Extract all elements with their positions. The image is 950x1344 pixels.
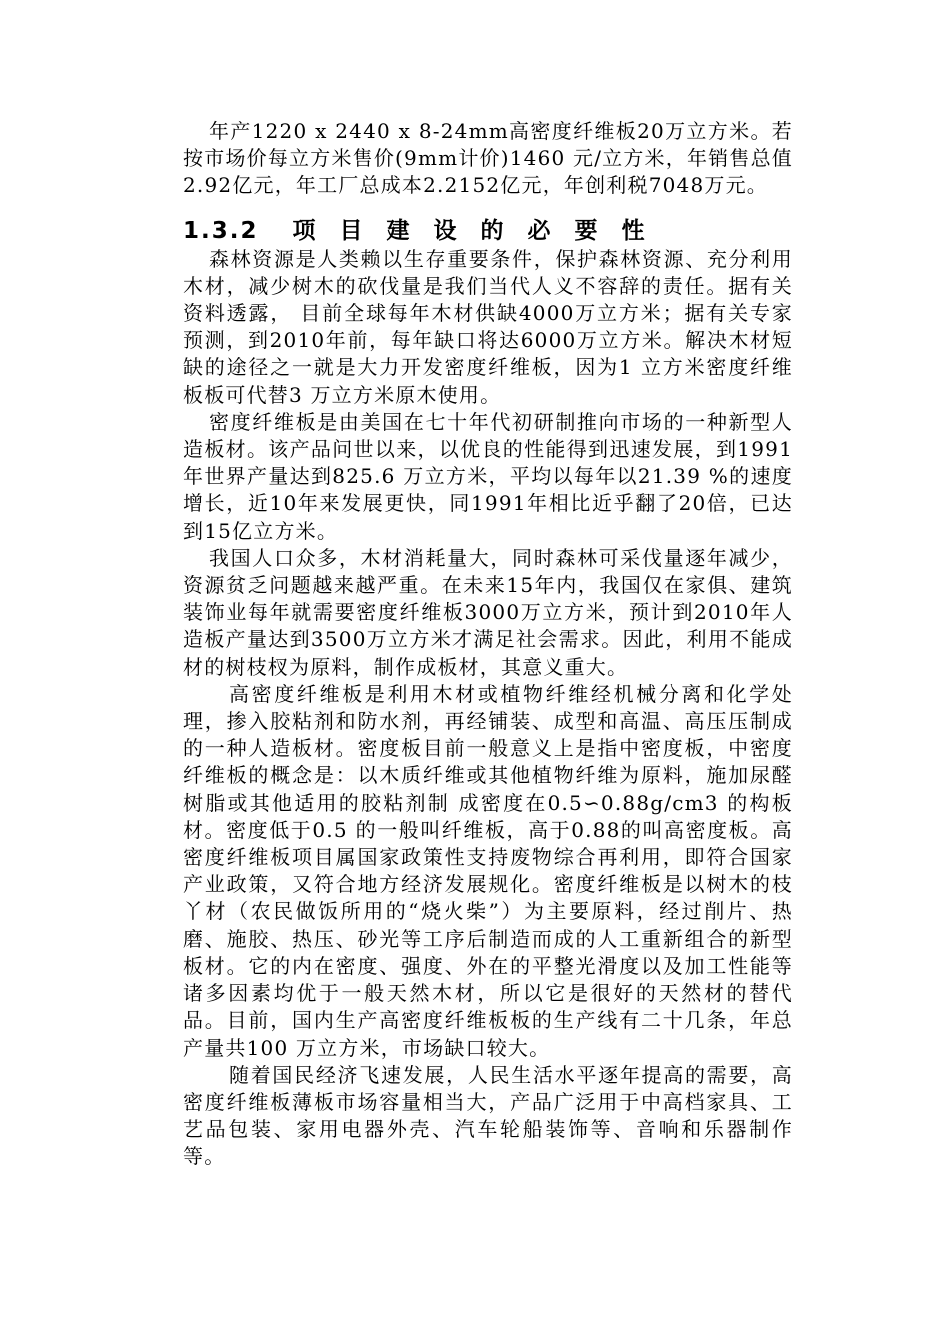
section-heading bbox=[183, 216, 793, 246]
section-title: 项目建设的必要性 bbox=[292, 217, 669, 244]
paragraph-market-outlook: 随着国民经济飞速发展，人民生活水平逐年提高的需要，高密度纤维板薄板市场容量相当大，产品广泛用于中高档家具、工艺品包装、家用电器外壳、汽车轮船装饰等、音响和乐器制作等。 bbox=[183, 1062, 793, 1169]
document-body bbox=[183, 118, 793, 1171]
paragraph-fiberboard-history: 密度纤维板是由美国在七十年代初研制推向市场的一种新型人造板材。该产品问世以来，以优良的性能得到迅速发展，到1991年世界产量达到825.6 万立方米，平均以每年以21.39 %的速度增长，近10年来发展更快，同1991年相比近乎翻了20倍，已达到15亿立方米。 bbox=[183, 409, 793, 543]
intro-paragraph: 年产1220 x 2440 x 8-24mm高密度纤维板20万立方米。若按市场价每立方米售价(9mm计价)1460 元/立方米，年销售总值2.92亿元，年工厂总成本2.2152亿元，年创利税7048万元。 bbox=[183, 119, 793, 198]
paragraph-hdf-definition: 高密度纤维板是利用木材或植物纤维经机械分离和化学处理，掺入胶粘剂和防水剂，再经铺装、成型和高温、高压压制成的一种人造板材。密度板目前一般意义上是指中密度板，中密度纤维板的概念是：以木质纤维或其他植物纤维为原料，施加尿醛树脂或其他适用的胶粘剂制 成密度在0.5∽0.88g/cm3 的构板材。密度低于0.5 的一般叫纤维板，高于0.88的叫高密度板。高密度纤维板项目属国家政策性支持废物综合再利用，即符合国家产业政策，又符合地方经济发展规化。密度纤维板是以树木的枝丫材（农民做饭所用的“烧火柴”）为主要原料，经过削片、热磨、施胶、热压、砂光等工序后制造而成的人工重新组合的新型板材。它的内在密度、强度、外在的平整光滑度以及加工性能等诸多因素均优于一般天然木材，所以它是很好的天然材的替代品。目前，国内生产高密度纤维板板的生产线有二十几条，年总产量共100 万立方米，市场缺口较大。 bbox=[183, 681, 793, 1060]
paragraph-domestic-demand: 我国人口众多，木材消耗量大，同时森林可采伐量逐年减少，资源贫乏问题越来越严重。在未来15年内，我国仅在家俱、建筑装饰业每年就需要密度纤维板3000万立方米，预计到2010年人造板产量达到3500万立方米才满足社会需求。因此，利用不能成材的树枝杈为原料，制作成板材，其意义重大。 bbox=[183, 545, 793, 679]
section-number: 1.3.2 bbox=[183, 217, 259, 244]
paragraph-forest-resources: 森林资源是人类赖以生存重要条件，保护森林资源、充分利用木材，减少树木的砍伐量是我们当代人义不容辞的责任。据有关资料透露， 目前全球每年木材供缺4000万立方米；据有关专家预测，到2010年前，每年缺口将达6000万立方米。解决木材短缺的途径之一就是大力开发密度纤维板，因为1 立方米密度纤维板板可代替3 万立方米原木使用。 bbox=[183, 246, 793, 407]
